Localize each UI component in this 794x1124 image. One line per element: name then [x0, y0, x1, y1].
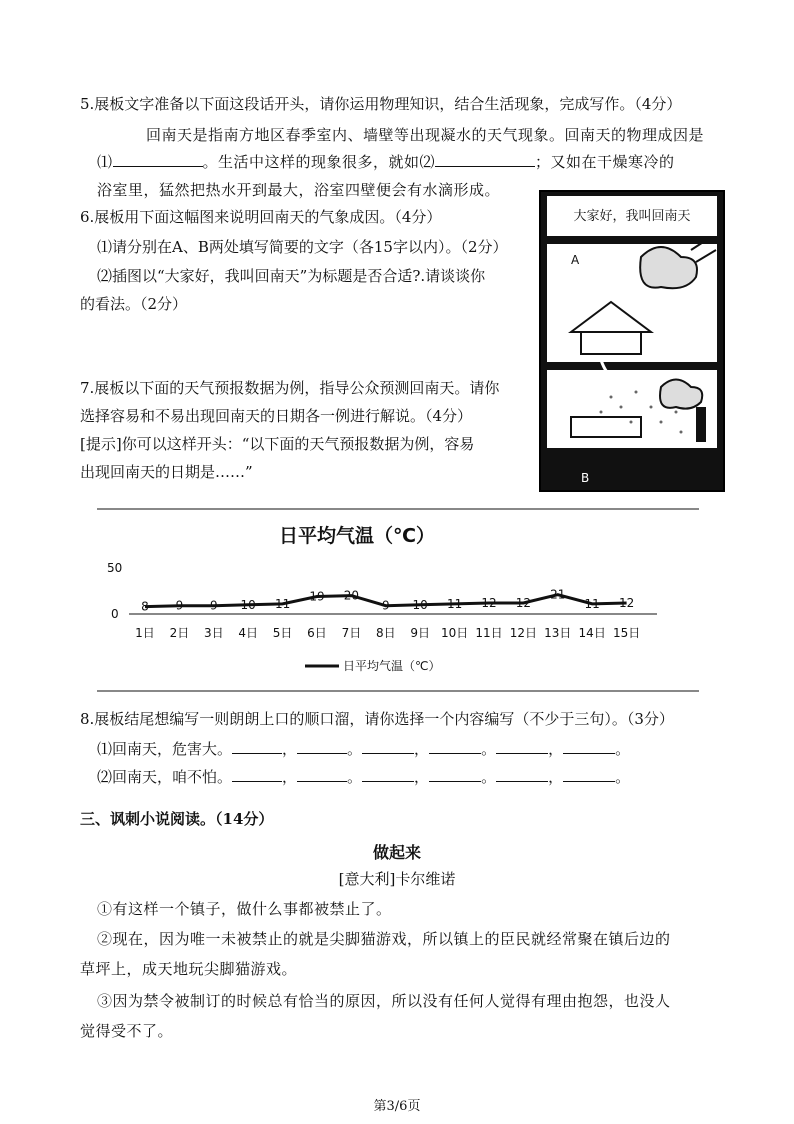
q7-line2: 选择容易和不易出现回南天的日期各一例进行解说。（4分） — [80, 407, 473, 425]
story-paragraph-2a: ②现在，因为唯一未被禁止的就是尖脚猫游戏，所以镇上的臣民就经常聚在镇后边的 — [97, 930, 671, 948]
temperature-chart — [97, 510, 699, 690]
chart-frame — [97, 508, 699, 692]
y-tick-label-bottom: 0 — [111, 607, 119, 621]
punct: ， — [548, 740, 564, 758]
q8-option2-text: ⑵回南天，咱不怕。 — [97, 768, 233, 786]
x-tick-label: 10日 — [440, 626, 469, 640]
data-label: 10 — [240, 597, 256, 612]
punct: 。 — [347, 768, 363, 786]
x-tick-label: 13日 — [544, 626, 572, 640]
data-label: 12 — [481, 595, 497, 610]
q8-o2-blank1[interactable] — [232, 767, 282, 782]
q5-line3: 浴室里，猛然把热水开到最大，浴室四壁便会有水滴形成。 — [97, 181, 501, 199]
q5-blank2[interactable] — [435, 152, 535, 167]
x-tick-label: 12日 — [509, 626, 538, 640]
punct: 。 — [481, 768, 497, 786]
punct: 。 — [481, 740, 497, 758]
thermometer-shape — [696, 407, 706, 442]
section3-heading: 三、讽刺小说阅读。（14分） — [80, 810, 274, 828]
q8-o2-blank4[interactable] — [429, 767, 481, 782]
page-number: 第3/6页 — [373, 1099, 421, 1114]
data-label: 12 — [618, 595, 635, 610]
q7-line4: 出现回南天的日期是……” — [80, 463, 253, 481]
story-paragraph-3a: ③因为禁令被制订的时候总有恰当的原因，所以没有任何人觉得有理由抱怨，也没人 — [97, 992, 671, 1010]
x-tick-label: 1日 — [135, 626, 155, 640]
story-paragraph-3b: 觉得受不了。 — [80, 1022, 174, 1040]
q5-blank1-label: ⑴ — [97, 153, 113, 171]
q8-prompt: 8.展板结尾想编写一则朗朗上口的顺口溜，请你选择一个内容编写（不少于三句）。（3分） — [80, 710, 674, 728]
x-tick-label: 8日 — [375, 626, 396, 640]
x-tick-label: 15日 — [612, 626, 641, 640]
chart-title: 日平均气温（℃） — [278, 525, 436, 547]
q8-o1-blank1[interactable] — [232, 739, 282, 754]
story-title: 做起来 — [372, 843, 421, 862]
label-b: B — [581, 471, 590, 485]
punct: ， — [414, 740, 430, 758]
q6-sub1: ⑴请分别在A、B两处填写简要的文字（各15字以内）。（2分） — [97, 238, 508, 256]
data-label: 20 — [343, 588, 360, 603]
x-tick-label: 11日 — [475, 626, 503, 640]
data-label: 8 — [141, 599, 149, 614]
q8-option1-text: ⑴回南天，危害大。 — [97, 740, 233, 758]
q5-line1: 回南天是指南方地区春季室内、墙壁等出现凝水的天气现象。回南天的物理成因是 — [146, 126, 705, 144]
legend-label: 日平均气温（℃） — [343, 659, 441, 673]
q7-line3: [提示]你可以这样开头：“以下面的天气预报数据为例，容易 — [80, 435, 475, 453]
q8-o1-blank3[interactable] — [362, 739, 414, 754]
punct: 。 — [615, 768, 631, 786]
story-paragraph-1: ①有这样一个镇子，做什么事都被禁止了。 — [97, 900, 392, 918]
q8-o1-blank4[interactable] — [429, 739, 481, 754]
x-tick-label: 6日 — [307, 626, 327, 640]
data-label: 11 — [584, 596, 600, 611]
x-tick-label: 2日 — [169, 626, 190, 640]
q5-line2-end: ；又如在干燥寒冷的 — [535, 153, 675, 171]
x-tick-label: 5日 — [272, 626, 293, 640]
data-label: 10 — [412, 597, 428, 612]
punct: 。 — [615, 740, 631, 758]
q6-prompt: 6.展板用下面这幅图来说明回南天的气象成因。（4分） — [80, 208, 442, 226]
data-label: 9 — [381, 598, 390, 613]
punct: ， — [548, 768, 564, 786]
q6-sub2b: 的看法。（2分） — [80, 295, 188, 313]
y-tick-label-top: 50 — [107, 561, 123, 575]
data-label: 12 — [515, 595, 532, 610]
story-author: [意大利]卡尔维诺 — [338, 870, 456, 888]
x-tick-label: 4日 — [238, 626, 259, 640]
q5-line2-mid: 。生活中这样的现象很多，就如⑵ — [202, 153, 436, 171]
cartoon-illustration — [539, 190, 725, 492]
q8-o2-blank2[interactable] — [297, 767, 347, 782]
x-tick-label: 9日 — [410, 626, 431, 640]
q8-option1 — [97, 738, 630, 759]
q8-o2-blank5[interactable] — [496, 767, 548, 782]
house-body — [581, 332, 641, 354]
punct: 。 — [347, 740, 363, 758]
data-label: 11 — [274, 596, 291, 611]
q8-option2 — [97, 766, 630, 787]
q7-line1: 7.展板以下面的天气预报数据为例，指导公众预测回南天。请你 — [80, 379, 500, 397]
punct: ， — [414, 768, 430, 786]
sofa-shape — [571, 417, 641, 437]
data-label: 21 — [550, 587, 566, 602]
label-a: A — [571, 253, 580, 267]
punct: ， — [282, 740, 298, 758]
data-label: 11 — [446, 596, 463, 611]
q6-sub2a: ⑵插图以“大家好，我叫回南天”为标题是否合适?.请谈谈你 — [97, 267, 486, 285]
data-label: 9 — [209, 598, 218, 613]
data-label: 19 — [309, 589, 325, 604]
x-tick-label: 14日 — [578, 626, 606, 640]
q8-o1-blank2[interactable] — [297, 739, 347, 754]
x-tick-label: 3日 — [203, 626, 224, 640]
punct: ， — [282, 768, 298, 786]
q8-o1-blank5[interactable] — [496, 739, 548, 754]
q5-line2 — [97, 151, 675, 172]
q8-o2-blank3[interactable] — [362, 767, 414, 782]
cartoon-caption: 大家好，我叫回南天 — [573, 209, 691, 224]
data-label: 9 — [175, 598, 184, 613]
x-tick-label: 7日 — [341, 626, 362, 640]
story-paragraph-2b: 草坪上，成天地玩尖脚猫游戏。 — [80, 960, 298, 978]
q5-prompt: 5.展板文字准备以下面这段话开头，请你运用物理知识，结合生活现象，完成写作。（4分） — [80, 95, 682, 113]
cartoon-drawing — [541, 192, 723, 490]
q8-o2-blank6[interactable] — [563, 767, 615, 782]
q5-blank1[interactable] — [113, 152, 203, 167]
q8-o1-blank6[interactable] — [563, 739, 615, 754]
